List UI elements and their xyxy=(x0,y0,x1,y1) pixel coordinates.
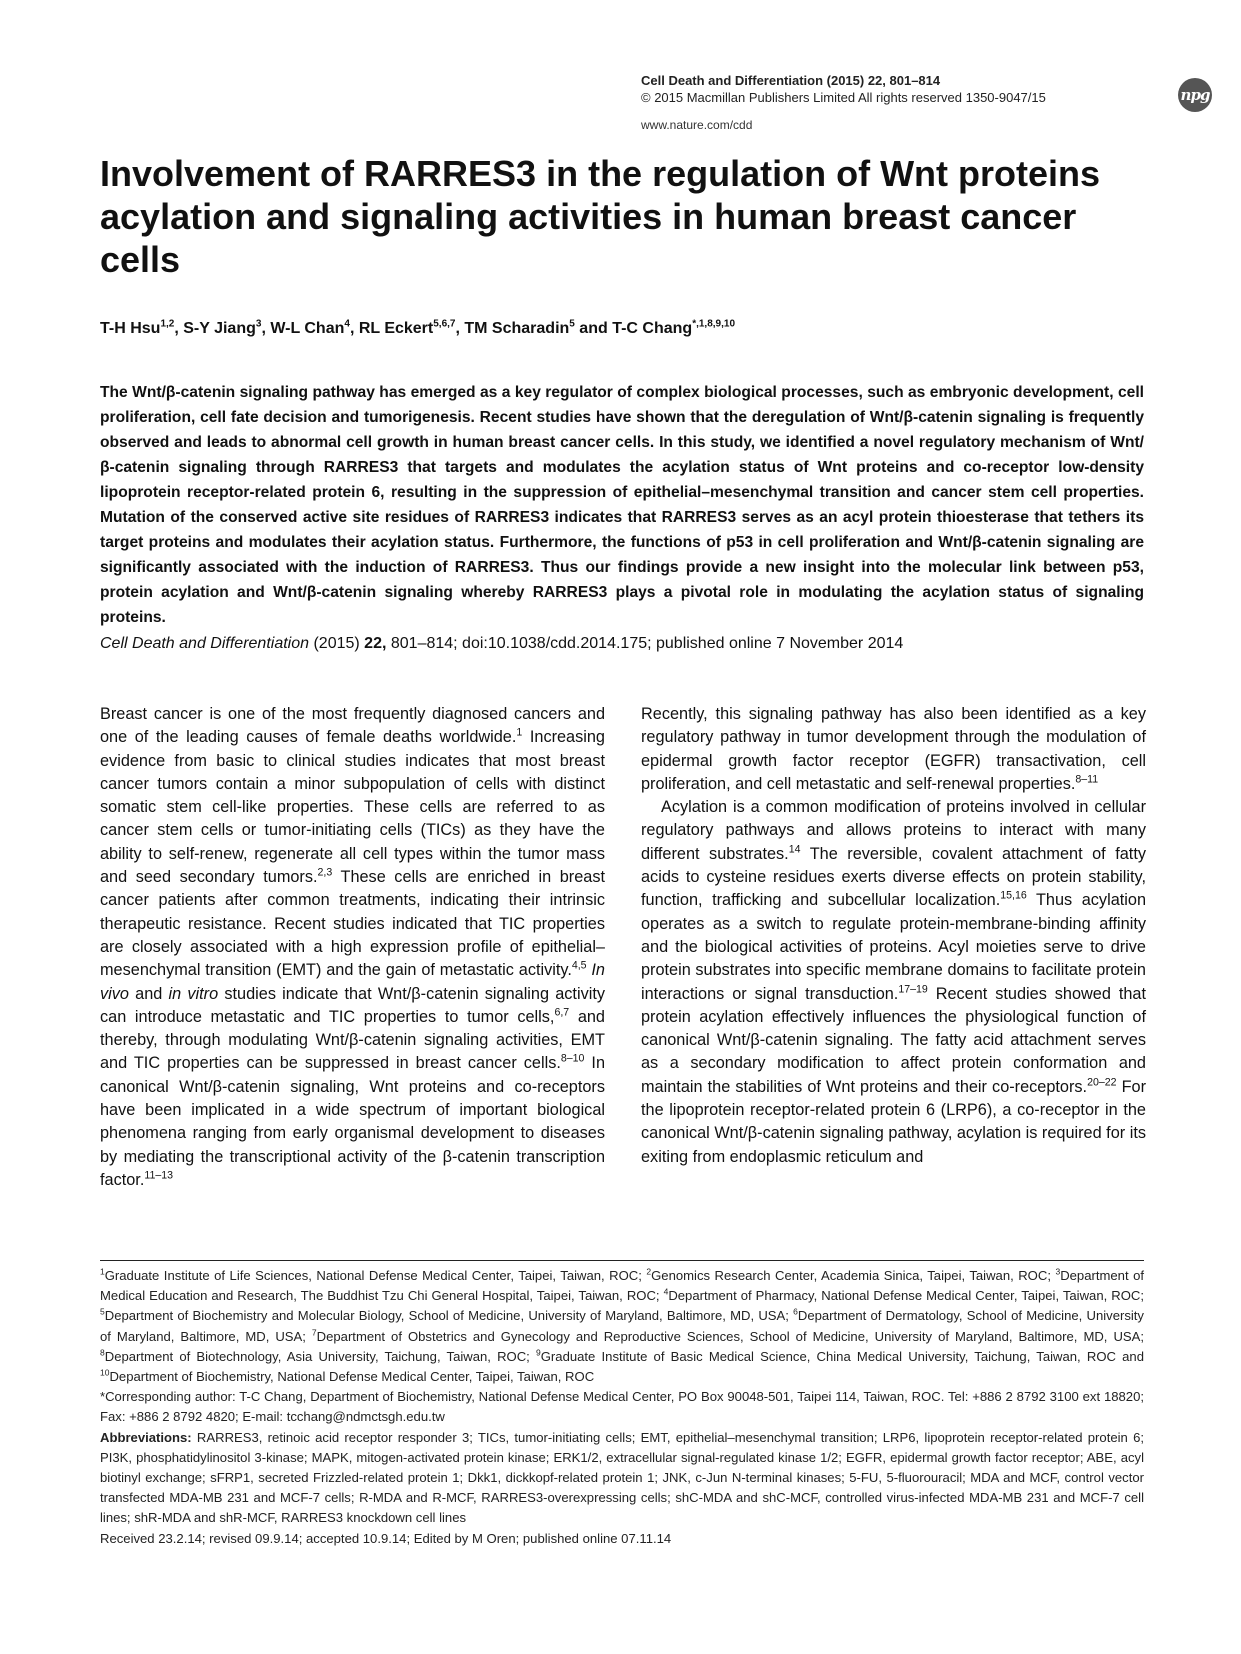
abstract: The Wnt/β-catenin signaling pathway has emerged as a key regulator of complex biological processes, such as embryonic development, cell proliferation, cell fate decision and tumorigenesis. Recent studies have shown that the deregulation of Wnt/β-catenin signaling is frequently observed and leads to abnormal cell growth in human breast cancer cells. In this study, we identified a novel regulatory mechanism of Wnt/β-catenin signaling through RARRES3 that targets and modulates the acylation status of Wnt proteins and co-receptor low-density lipoprotein receptor-related protein 6, resulting in the suppression of epithelial–mesenchymal transition and cancer stem cell properties. Mutation of the conserved active site residues of RARRES3 indicates that RARRES3 serves as an acyl protein thioesterase that tethers its target proteins and modulates their acylation status. Furthermore, the functions of p53 in cell proliferation and Wnt/β-catenin signaling are significantly associated with the induction of RARRES3. Thus our findings provide a new insight into the molecular link between p53, protein acylation and Wnt/β-catenin signaling whereby RARRES3 plays a pivotal role in modulating the acylation status of signaling proteins. xyxy=(100,384,1144,626)
author-affiliation: 1,2 xyxy=(160,318,175,330)
body-paragraph: Recently, this signaling pathway has also been identified as a key regulatory pathway in tumor development through the modulation of epidermal growth factor receptor (EGFR) transactivation, cell proliferation, and cell metastatic and self-renewal properties.$^{8-11}$ xyxy=(641,705,1146,793)
author-affiliation: 5 xyxy=(569,318,575,330)
body-column-left xyxy=(100,703,605,1192)
affiliations: $^1$Graduate Institute of Life Sciences, National Defense Medical Center, Taipei, Taiwan, ROC; $^2$Genomics Research Center, Academia Sinica, Taipei, Taiwan, ROC; $^3$Department of Medical Education and Research, The Buddhist Tzu Chi General Hospital, Taipei, Taiwan, ROC; $^4$Department of Pharmacy, National Defense Medical Center, Taipei, Taiwan, ROC; $^5$Department of Biochemistry and Molecular Biology, School of Medicine, University of Maryland, Baltimore, MD, USA; $^6$Department of Dermatology, School of Medicine, University of Maryland, Baltimore, MD, USA; $^7$Department of Obstetrics and Gynecology and Reproductive Sciences, School of Medicine, University of Maryland, Baltimore, MD, USA; $^8$Department of Biotechnology, Asia University, Taichung, Taiwan, ROC; $^9$Graduate Institute of Basic Medical Science, China Medical University, Taichung, Taiwan, ROC and $^{10}$Department of Biochemistry, National Defense Medical Center, Taipei, Taiwan, ROC xyxy=(100,1266,1144,1385)
reference-marker[interactable]: 15,16 xyxy=(1000,889,1027,902)
article-title: Involvement of RARRES3 in the regulation of Wnt proteins acylation and signaling activities in human breast cancer cells xyxy=(100,153,1101,280)
abbreviations: Abbreviations: RARRES3, retinoic acid receptor responder 3; TICs, tumor-initiating cells; EMT, epithelial–mesenchymal transition; LRP6, lipoprotein receptor-related protein 6; PI3K, phosphatidylinositol 3-kinase; MAPK, mitogen-activated protein kinase; ERK1/2, extracellular signal-regulated kinase 1/2; EGFR, epidermal growth factor receptor; ABE, acyl biotinyl exchange; sFRP1, secreted Frizzled-related protein 1; Dkk1, dickkopf-related protein 1; JNK, c-Jun N-terminal kinases; 5-FU, 5-fluorouracil; MDA and MCF, control vector transfected MDA-MB 231 and MCF-7 cells; R-MDA and R-MCF, RARRES3-overexpressing cells; shC-MDA and shC-MCF, controlled virus-infected MDA-MB 231 and MCF-7 cell lines; shR-MDA and shR-MCF, RARRES3 knockdown cell lines xyxy=(100,1429,1144,1526)
reference-marker[interactable]: 1 xyxy=(516,726,523,739)
author-name: S-Y Jiang xyxy=(183,320,256,337)
author-name: T-C Chang xyxy=(612,320,693,337)
author-name: RL Eckert xyxy=(358,320,434,337)
corresponding-author: *Corresponding author: T-C Chang, Department of Biochemistry, National Defense Medical Center, PO Box 90048-501, Taipei 114, Taiwan, ROC. Tel: +886 2 8792 3100 ext 18820; Fax: +886 2 8792 4820; E-mail: tcchang@ndmctsgh.edu.tw xyxy=(100,1389,1144,1425)
author-affiliation: 4 xyxy=(344,318,350,330)
author-list: T-H Hsu$^{1,2}$, S-Y Jiang$^3$, W-L Chan$^4$, RL Eckert$^{5,6,7}$, TM Scharadin$^5$ and T-C Chang$^{*,1,8,9,10}$ xyxy=(100,318,735,337)
reference-marker[interactable]: 20–22 xyxy=(1087,1076,1117,1089)
abbreviations-label: Abbreviations: xyxy=(100,1429,192,1445)
copyright-line: © 2015 Macmillan Publishers Limited All rights reserved 1350-9047/15 xyxy=(641,90,1046,105)
journal-header xyxy=(641,72,1111,132)
reference-marker[interactable]: 4,5 xyxy=(571,959,587,972)
npg-logo: npg xyxy=(1178,78,1212,112)
author-affiliation: *,1,8,9,10 xyxy=(692,318,735,330)
body-paragraph: Acylation is a common modification of proteins involved in cellular regulatory pathways and allows proteins to interact with many different substrates.$^{14}$ The reversible, covalent attachment of fatty acids to cysteine residues exerts diverse effects on protein stability, function, trafficking and subcellular localization.$^{15,16}$ Thus acylation operates as a switch to regulate protein-membrane-binding affinity and the biological activities of proteins. Acyl moieties serve to drive protein substrates into specific membrane domains to facilitate protein interactions or signal transduction.$^{17-19}$ Recent studies showed that protein acylation effectively influences the physiological function of canonical Wnt/β-catenin signaling. The fatty acid attachment serves as a secondary modification to affect protein conformation and maintain the stabilities of Wnt proteins and their co-receptors.$^{20-22}$ For the lipoprotein receptor-related protein 6 (LRP6), a co-receptor in the canonical Wnt/β-catenin signaling pathway, acylation is required for its exiting from endoplasmic reticulum and xyxy=(641,798,1146,1166)
citation-details: 801–814; doi:10.1038/cdd.2014.175; published online 7 November 2014 xyxy=(390,635,904,652)
author-name: TM Scharadin xyxy=(464,320,570,337)
citation-journal: Cell Death and Differentiation xyxy=(100,635,310,652)
body-paragraph: Breast cancer is one of the most frequently diagnosed cancers and one of the leading causes of female deaths worldwide.$^1$ Increasing evidence from basic to clinical studies indicates that most breast cancer tumors contain a minor subpopulation of cells with distinct somatic stem cell-like properties. These cells are referred to as cancer stem cells or tumor-initiating cells (TICs) as they have the ability to self-renew, regenerate all cell types within the tumor mass and seed secondary tumors.$^{2,3}$ These cells are enriched in breast cancer patients after common treatments, indicating their intrinsic therapeutic resistance. Recent studies indicated that TIC properties are closely associated with a high expression profile of epithelial–mesenchymal transition (EMT) and the gain of metastatic activity.$^{4,5}$ In vivo and in vitro studies indicate that Wnt/β-catenin signaling activity can introduce metastatic and TIC properties to tumor cells,$^{6,7}$ and thereby, through modulating Wnt/β-catenin signaling activities, EMT and TIC properties can be suppressed in breast cancer cells.$^{8-10}$ In canonical Wnt/β-catenin signaling, Wnt proteins and co-receptors have been implicated in a wide spectrum of important biological phenomena ranging from early organismal development to diseases by mediating the transcriptional activity of the β-catenin transcription factor.$^{11-13}$ xyxy=(100,705,605,1189)
reference-marker[interactable]: 8–11 xyxy=(1075,773,1099,786)
reference-marker[interactable]: 14 xyxy=(788,843,801,856)
journal-citation-line: Cell Death and Differentiation (2015) 22, 801–814 xyxy=(641,73,941,88)
footnote-divider xyxy=(100,1260,1144,1261)
author-name: W-L Chan xyxy=(270,320,345,337)
citation-volume: 22, xyxy=(364,635,387,652)
reference-marker[interactable]: 17–19 xyxy=(898,983,928,996)
reference-marker[interactable]: 2,3 xyxy=(317,866,333,879)
journal-url[interactable]: www.nature.com/cdd xyxy=(641,118,753,132)
author-affiliation: 5,6,7 xyxy=(433,318,456,330)
citation-year: (2015) xyxy=(313,635,360,652)
reference-marker[interactable]: 11–13 xyxy=(144,1169,173,1182)
received-dates: Received 23.2.14; revised 09.9.14; accepted 10.9.14; Edited by M Oren; published online 07.11.14 xyxy=(100,1530,672,1546)
author-affiliation: 3 xyxy=(255,318,262,330)
reference-marker[interactable]: 8–10 xyxy=(560,1053,585,1066)
body-column-right xyxy=(641,703,1146,1169)
article-citation xyxy=(100,633,903,655)
reference-marker[interactable]: 6,7 xyxy=(554,1006,570,1019)
author-name: T-H Hsu xyxy=(100,320,161,337)
footnotes xyxy=(100,1266,1144,1549)
